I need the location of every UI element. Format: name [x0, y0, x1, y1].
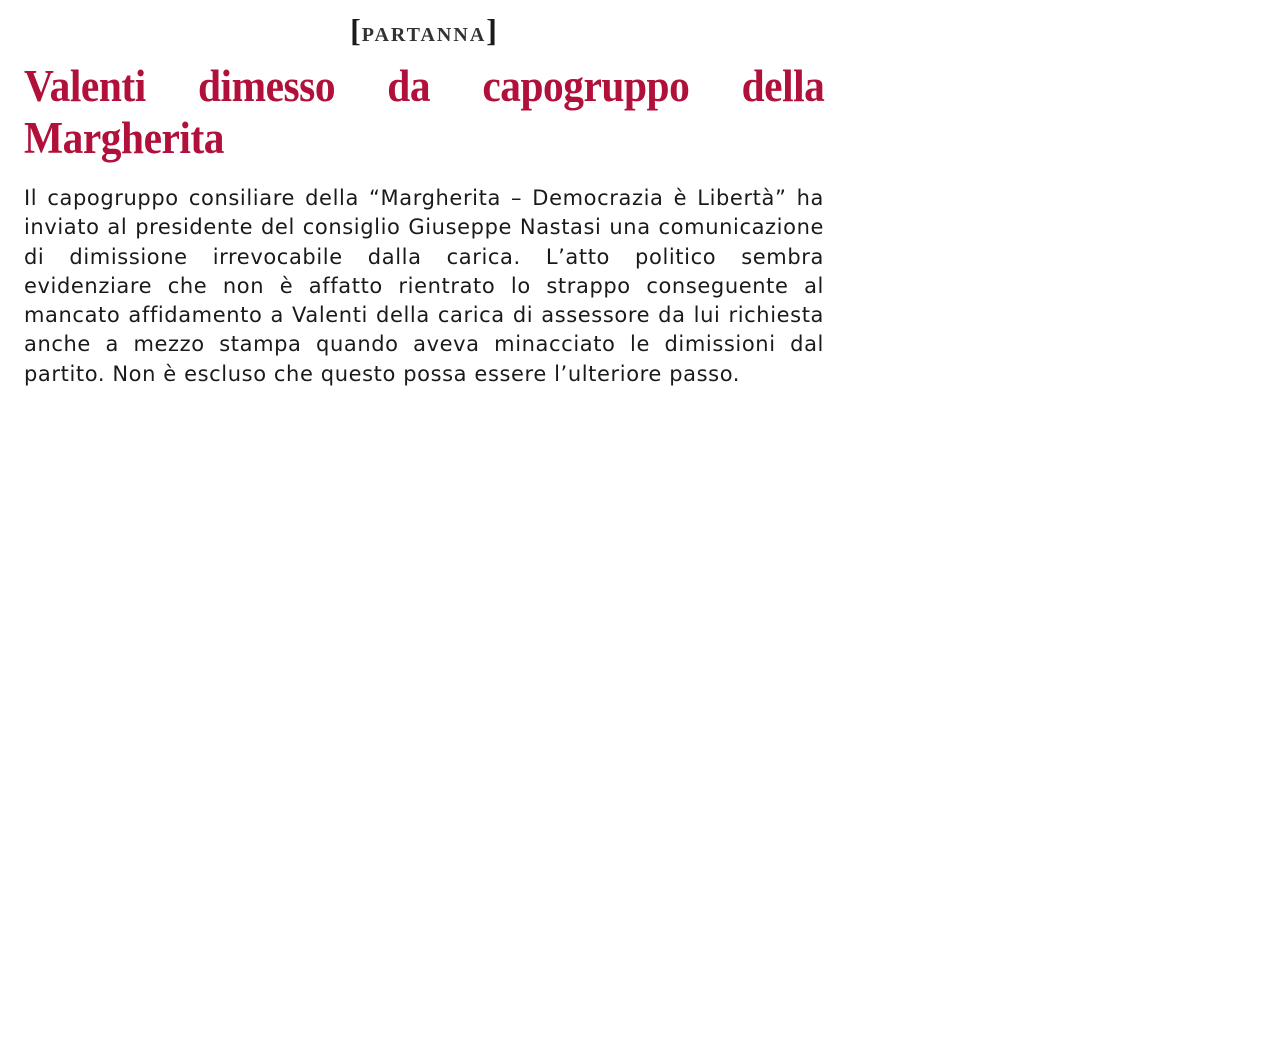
article-body: Il capogruppo consiliare della “Margherita – Democrazia è Libertà” ha inviato al presidente del consiglio Giuseppe Nastasi una comunicazione di dimissione irrevocabile dalla carica. L’atto politico sembra evidenziare che non è affatto rientrato lo strappo conseguente al mancato affidamento a Valenti della carica di assessore da lui richiesta anche a mezzo stampa quando aveva minacciato le dimissioni dal partito. Non è escluso che questo possa essere l’ulteriore passo.: [24, 186, 824, 386]
kicker-label: partanna: [361, 16, 487, 48]
article-headline: Valenti dimesso da capogruppo della Margherita: [24, 61, 825, 163]
article: [24, 12, 824, 389]
section-kicker: [24, 12, 824, 50]
kicker-open-bracket: [: [350, 12, 362, 48]
kicker-close-bracket: ]: [486, 12, 498, 48]
